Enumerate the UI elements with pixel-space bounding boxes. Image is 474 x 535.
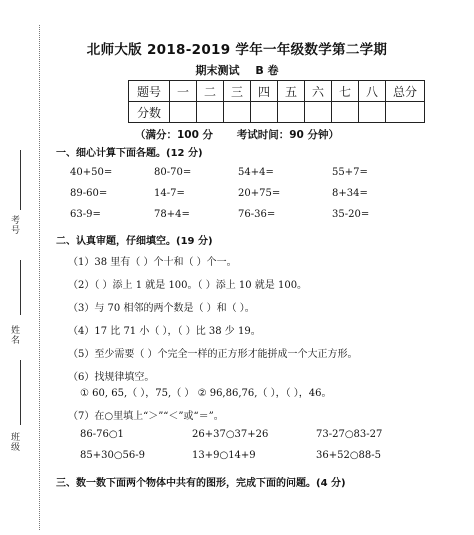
question-3: （3）与 70 相邻的两个数是（ ）和（ ）。: [68, 303, 255, 314]
score-info: [0, 127, 474, 142]
score-cell: 一: [170, 81, 197, 102]
math-problem: 89-60=: [70, 188, 108, 199]
exam-subtitle: [0, 62, 474, 78]
score-table-header-row: [129, 81, 425, 102]
student-id-line: [20, 150, 21, 210]
score-table: [128, 80, 425, 123]
exam-time: 考试时间：90 分钟）: [236, 129, 339, 141]
section1-title: 一、细心计算下面各题。(12 分): [56, 148, 203, 159]
class-label: 班级: [9, 432, 19, 452]
score-blank-cell[interactable]: [386, 102, 425, 123]
math-problem: 8+34=: [332, 188, 368, 199]
exam-variant: B 卷: [255, 64, 279, 77]
question-1: （1）38 里有（ ）个十和（ ）个一。: [68, 257, 237, 268]
score-cell: 分数: [129, 102, 170, 123]
name-line: [20, 260, 21, 315]
name-label: 姓名: [9, 325, 19, 345]
math-problem: 54+4=: [238, 167, 274, 178]
math-problem: 55+7=: [332, 167, 368, 178]
compare-item: 36+52○88-5: [316, 450, 382, 461]
full-marks: （满分：100 分: [134, 129, 214, 141]
compare-item: 73-27○83-27: [316, 429, 383, 440]
score-cell: 二: [197, 81, 224, 102]
score-blank-cell[interactable]: [197, 102, 224, 123]
question-6: （6）找规律填空。: [68, 372, 155, 383]
score-table-score-row: [129, 102, 425, 123]
math-problem: 35-20=: [332, 209, 370, 220]
score-cell: 总分: [386, 81, 425, 102]
score-cell: 题号: [129, 81, 170, 102]
class-line: [20, 360, 21, 425]
section2-title: 二、认真审题，仔细填空。(19 分): [56, 236, 213, 247]
score-cell: 四: [251, 81, 278, 102]
compare-item: 26+37○37+26: [192, 429, 269, 440]
score-blank-cell[interactable]: [359, 102, 386, 123]
page-title: 北师大版 2018-2019 学年一年级数学第二学期: [86, 42, 388, 58]
student-id-label: 考号: [9, 215, 19, 235]
math-problem: 63-9=: [70, 209, 101, 220]
math-problem: 80-70=: [154, 167, 192, 178]
question-7: （7）在○里填上“＞”“＜”或“＝”。: [68, 411, 224, 422]
math-problem: 76-36=: [238, 209, 276, 220]
score-cell: 七: [332, 81, 359, 102]
question-6-sequence: ① 60, 65,（ ），75,（ ） ② 96,86,76,（ ），（ ），46。: [80, 388, 332, 399]
section3-title: 三、数一数下面两个物体中共有的图形，完成下面的问题。(4 分): [56, 478, 346, 489]
math-problem: 78+4=: [154, 209, 190, 220]
score-blank-cell[interactable]: [278, 102, 305, 123]
score-cell: 三: [224, 81, 251, 102]
compare-item: 86-76○1: [80, 429, 124, 440]
math-problem: 40+50=: [70, 167, 113, 178]
question-2: （2）（ ）添上 1 就是 100。（ ）添上 10 就是 100。: [68, 280, 308, 291]
compare-item: 85+30○56-9: [80, 450, 146, 461]
dotted-binding-line: [39, 25, 40, 530]
math-problem: 20+75=: [238, 188, 281, 199]
math-problem: 14-7=: [154, 188, 185, 199]
question-4: （4）17 比 71 小（ ），（ ）比 38 少 19。: [68, 326, 261, 337]
score-blank-cell[interactable]: [224, 102, 251, 123]
score-cell: 六: [305, 81, 332, 102]
score-blank-cell[interactable]: [305, 102, 332, 123]
score-blank-cell[interactable]: [251, 102, 278, 123]
score-blank-cell[interactable]: [332, 102, 359, 123]
score-blank-cell[interactable]: [170, 102, 197, 123]
score-cell: 八: [359, 81, 386, 102]
question-5: （5）至少需要（ ）个完全一样的正方形才能拼成一个大正方形。: [68, 349, 358, 360]
score-cell: 五: [278, 81, 305, 102]
exam-name: 期末测试: [195, 64, 240, 77]
compare-item: 13+9○14+9: [192, 450, 256, 461]
